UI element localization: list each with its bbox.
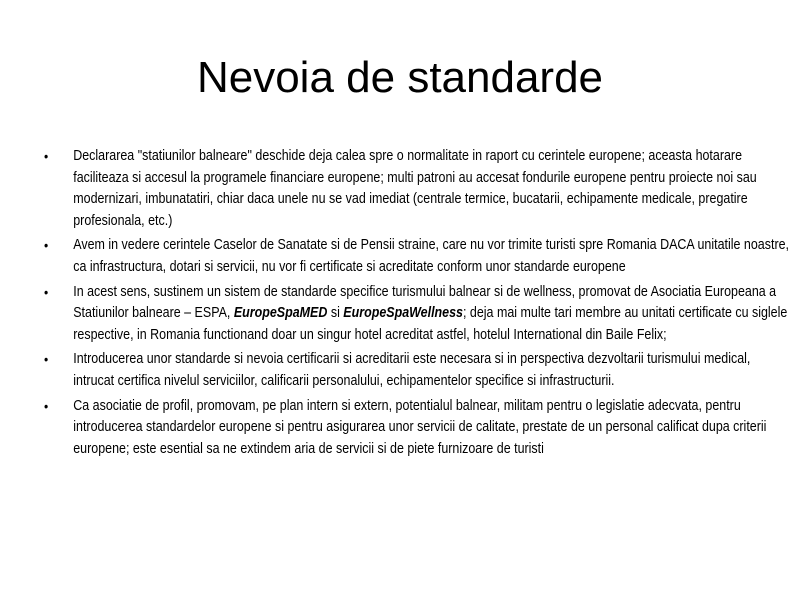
bullet-text-part: In acest sens, sustinem un sistem de standarde specifice turismului balnear si de wellness, promovat de Asociatia Europeana a Statiunilor balneare – ESPA, [73, 283, 777, 322]
bullet-dot: • [44, 351, 49, 368]
bullet-item [44, 235, 793, 278]
brand-europespawellness: EuropeSpaWellness [343, 305, 463, 322]
bullet-list [44, 146, 790, 463]
bullet-item [44, 396, 793, 461]
brand-europespamed: EuropeSpaMED [233, 305, 328, 322]
bullet-item [44, 146, 793, 232]
bullet-item [44, 349, 793, 392]
bullet-text: Introducerea unor standarde si nevoia certificarii si acreditarii este necesara si in perspectiva dezvoltarii turismului medical, intrucat certifica nivelul serviciilor, calificarii personalului, echipamentelor specifice si infrastructurii. [73, 351, 751, 389]
bullet-text-part: si [327, 305, 344, 322]
bullet-dot: • [44, 283, 49, 300]
bullet-text: Avem in vedere cerintele Caselor de Sanatate si de Pensii straine, care nu vor trimite turisti spre Romania DACA unitatile noastre, ca infrastructura, dotari si servicii, nu vor fi certificate si acreditate conform unor standarde europene [73, 237, 790, 275]
bullet-text: Declararea "statiunilor balneare" deschide deja calea spre o normalitate in raport cu cerintele europene; aceasta hotarare faciliteaza si accesul la programele financiare europene; multi patroni au accesat fondurile europene pentru proiecte noi sau modernizari, imbunatatiri, chiar daca unele nu se vad imediat (centrale termice, bucatarii, echipamente medicale, pregatire profesionala, etc.) [73, 148, 757, 229]
slide-title: Nevoia de standarde [196, 53, 604, 102]
bullet-dot: • [44, 237, 49, 254]
bullet-item [44, 282, 793, 347]
bullet-text-part: ; deja mai multe tari membre au unitati certificate cu siglele respective, in Romania functionand doar un singur hotel acreditat astfel, hotelul International din Baile Felix; [73, 305, 788, 343]
bullet-dot: • [44, 148, 49, 164]
bullet-dot: • [44, 397, 49, 414]
bullet-text: Ca asociatie de profil, promovam, pe plan intern si extern, potentialul balnear, militam pentru o legislatie adecvata, pentru introducerea standardelor europene si pentru asigurarea unor servicii de calitate, prestate de un personal calificat dupa criterii europene; este esential sa ne extindem aria de servicii si de piete furnizoare de turisti [73, 397, 767, 457]
